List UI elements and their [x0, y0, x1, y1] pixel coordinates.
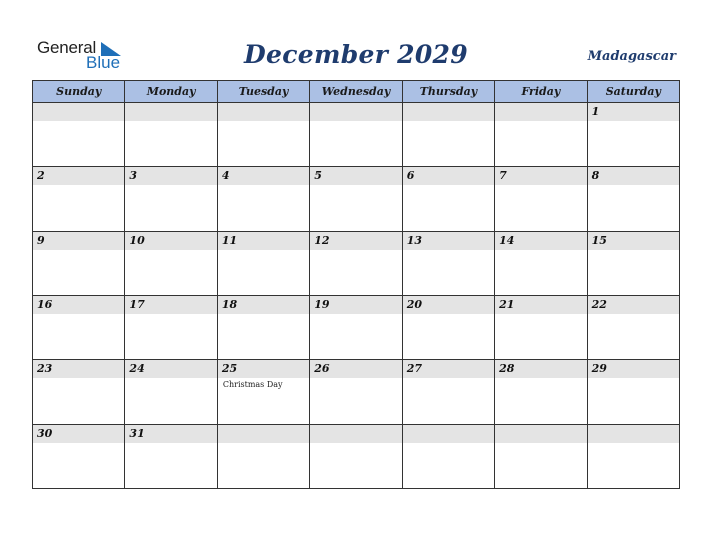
day-cell: [403, 232, 495, 296]
day-number: 2: [37, 169, 45, 183]
weekday-header: Sunday: [33, 81, 125, 103]
day-cell: [218, 425, 310, 489]
day-band: [218, 167, 309, 185]
day-number: 18: [221, 298, 238, 311]
day-band: [33, 232, 124, 250]
day-band: [588, 425, 679, 443]
day-number: 27: [406, 362, 423, 376]
day-number: 16: [37, 298, 53, 311]
day-number: 8: [591, 169, 600, 183]
day-number: 14: [499, 233, 515, 247]
day-number: 15: [591, 233, 607, 247]
day-cell: [218, 296, 310, 360]
day-band: [310, 167, 401, 185]
day-cell: [125, 103, 217, 167]
day-cell: [125, 360, 217, 424]
day-cell: [403, 360, 495, 424]
day-cell: [218, 360, 310, 424]
day-cell: [125, 296, 217, 360]
day-number: 9: [37, 233, 45, 247]
holiday-label: Christmas Day: [222, 380, 283, 390]
day-band: [588, 103, 679, 121]
day-number: 3: [129, 169, 138, 183]
day-number: 21: [499, 298, 515, 311]
day-number: 30: [37, 426, 53, 440]
day-cell: [125, 167, 217, 231]
day-number: 24: [129, 362, 145, 376]
day-cell: [588, 425, 680, 489]
day-cell: [310, 296, 402, 360]
day-cell: [495, 425, 587, 489]
day-cell: [588, 103, 680, 167]
weekday-header: Wednesday: [310, 81, 402, 103]
day-number: 12: [314, 233, 330, 247]
day-cell: [33, 167, 125, 231]
day-band: [125, 167, 216, 185]
weekday-header: Friday: [495, 81, 587, 103]
day-number: 23: [37, 362, 53, 376]
day-cell: [310, 103, 402, 167]
day-cell: [310, 425, 402, 489]
day-cell: [125, 425, 217, 489]
day-cell: [310, 232, 402, 296]
weekday-header: Saturday: [588, 81, 680, 103]
day-cell: [495, 296, 587, 360]
day-number: 26: [314, 362, 330, 376]
day-band: [495, 103, 586, 121]
day-band: [403, 425, 494, 443]
day-cell: [218, 103, 310, 167]
weekday-header: Monday: [125, 81, 217, 103]
weekday-header: Thursday: [403, 81, 495, 103]
day-band: [588, 167, 679, 185]
logo-blue-text: Blue: [86, 53, 121, 72]
day-cell: [403, 425, 495, 489]
calendar-grid: [32, 80, 680, 489]
day-cell: [33, 232, 125, 296]
day-band: [310, 425, 401, 443]
day-number: 11: [221, 233, 238, 247]
day-band: [125, 103, 216, 121]
day-number: 20: [406, 298, 423, 311]
day-cell: [33, 360, 125, 424]
day-number: 7: [499, 169, 507, 183]
day-number: 4: [221, 169, 230, 183]
day-cell: [403, 103, 495, 167]
day-cell: [33, 425, 125, 489]
calendar-title: December 2029: [244, 40, 468, 69]
day-cell: [588, 360, 680, 424]
country-name: Madagascar: [587, 49, 676, 64]
day-cell: [403, 167, 495, 231]
day-number: 28: [499, 362, 515, 376]
day-band: [218, 425, 309, 443]
day-cell: [495, 360, 587, 424]
day-cell: [495, 103, 587, 167]
day-cell: [403, 296, 495, 360]
day-number: 5: [314, 169, 322, 183]
weekday-header: Tuesday: [218, 81, 310, 103]
day-number: 31: [129, 426, 145, 440]
day-cell: [218, 232, 310, 296]
day-number: 13: [406, 233, 423, 247]
day-cell: [33, 103, 125, 167]
day-cell: [310, 360, 402, 424]
day-number: 29: [591, 362, 607, 376]
day-cell: [588, 232, 680, 296]
day-cell: [495, 167, 587, 231]
day-band: [33, 103, 124, 121]
day-number: 19: [314, 298, 330, 311]
day-band: [310, 103, 401, 121]
day-cell: [33, 296, 125, 360]
day-number: 10: [129, 233, 145, 247]
day-cell: [218, 167, 310, 231]
day-cell: [495, 232, 587, 296]
day-number: 17: [129, 298, 145, 311]
day-band: [33, 167, 124, 185]
day-cell: [588, 167, 680, 231]
day-cell: [588, 296, 680, 360]
day-number: 1: [591, 105, 600, 118]
day-band: [218, 103, 309, 121]
day-band: [403, 167, 494, 185]
logo-general-text: General: [37, 38, 97, 57]
day-number: 25: [221, 362, 238, 376]
day-cell: [310, 167, 402, 231]
day-number: 6: [406, 169, 415, 183]
day-band: [495, 167, 586, 185]
day-number: 22: [591, 298, 607, 311]
day-cell: [125, 232, 217, 296]
day-band: [403, 103, 494, 121]
day-band: [495, 425, 586, 443]
